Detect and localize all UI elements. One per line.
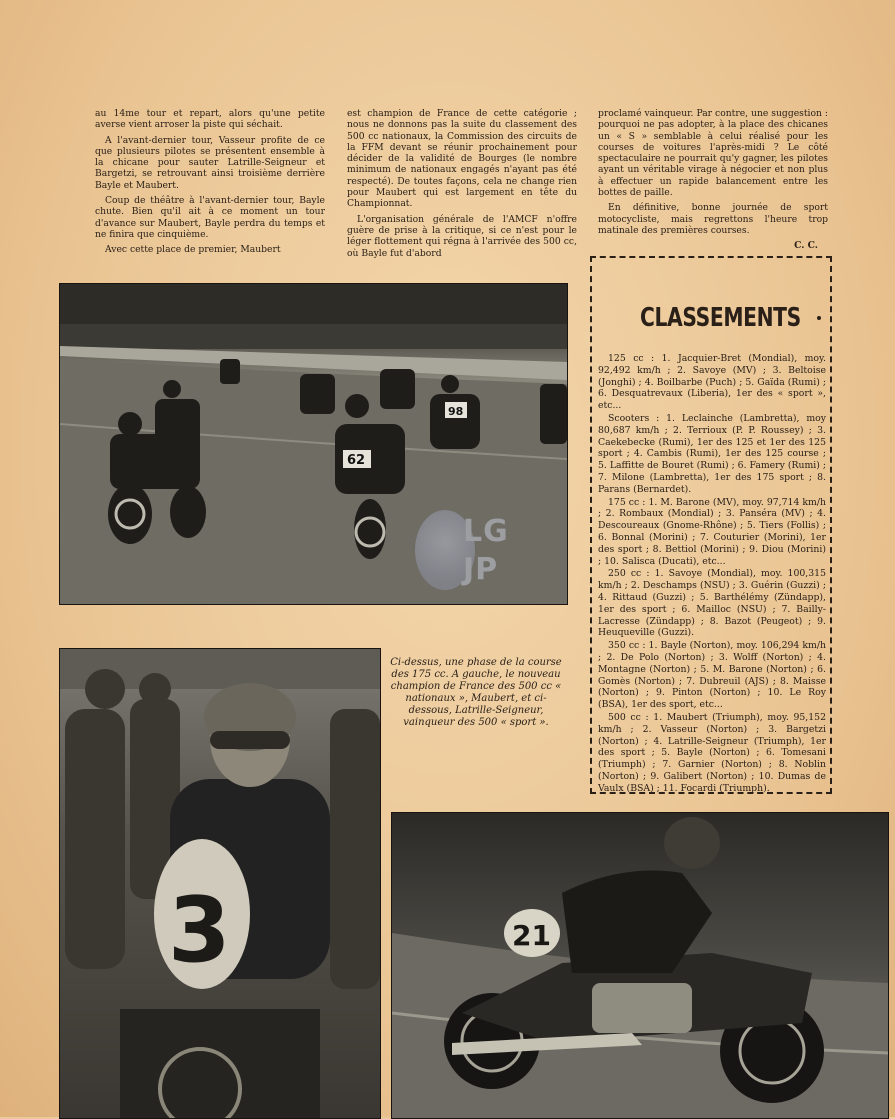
article-paragraph: proclamé vainqueur. Par contre, une suggestion : pourquoi ne pas adopter, à la place des chicanes un « S » semblable à celui réalisé pour les courses de voitures l'après-midi ? Le côté spectaculaire ne pourrait qu'y gagner, les pilotes ayant un véritable virage à négocier et non plus à effectuer un rapide balancement entre les bottes de paille. bbox=[598, 108, 828, 199]
article-paragraph: A l'avant-dernier tour, Vasseur profite de ce que plusieurs pilotes se présentent ensemble à la chicane pour sauter Latrille-Seigneur et Bargetzi, se retrouvant ainsi troisième derrière Bayle et Maubert. bbox=[95, 134, 325, 191]
watermark-text-1: LG bbox=[463, 514, 509, 549]
results-scooters: Scooters : 1. Leclainche (Lambretta), moy 80,687 km/h ; 2. Terrioux (P. P. Roussey) ; 3. Caekebecke (Rumi), 1er des 125 et 1er des 125 sport ; 4. Cambis (Rumi), 1er des 125 course ; 5. Laffitte de Bouret (Rumi) ; 6. Famery (Rumi) ; 7. Milone (Lambretta), 1er des 175 sport ; 8. Parans (Bernardet). bbox=[598, 412, 826, 495]
article-column-2 bbox=[347, 108, 577, 263]
classements-results bbox=[598, 353, 826, 795]
maubert-number: 3 bbox=[168, 878, 231, 983]
results-350cc: 350 cc : 1. Bayle (Norton), moy. 106,294 km/h ; 2. De Polo (Norton) ; 3. Wolff (Norton) ; 4. Montagne (Norton) ; 5. M. Barone (Norton) ; 6. Gomès (Norton) ; 7. Dubreuil (AJS) ; 8. Maisse (Norton) ; 9. Pinton (Norton) ; 10. Le Roy (BSA), 1er des sport, etc... bbox=[598, 640, 826, 711]
classements-title: CLASSEMENTS bbox=[640, 303, 801, 333]
watermark-logo bbox=[415, 510, 535, 605]
watermark-text-2: JP bbox=[463, 552, 499, 587]
results-500cc: 500 cc : 1. Maubert (Triumph), moy. 95,152 km/h ; 2. Vasseur (Norton) ; 3. Bargetzi (Norton) ; 4. Latrille-Seigneur (Triumph), 1er des sport ; 5. Bayle (Norton) ; 6. Tomesani (Triumph) ; 7. Garnier (Norton) ; 8. Noblin (Norton) ; 9. Galibert (Norton) ; 10. Dumas de Vaulx (BSA) ; 11. Focardi (Triumph). bbox=[598, 711, 826, 794]
article-paragraph: Avec cette place de premier, Maubert bbox=[105, 244, 281, 256]
photo-caption: Ci-dessus, une phase de la course des 175 cc. A gauche, le nouveau champion de France des 500 cc « nationaux », Maubert, et ci-dessous, Latrille-Seigneur, vainqueur des 500 « sport ». bbox=[390, 657, 562, 728]
results-175cc: 175 cc : 1. M. Barone (MV), moy. 97,714 km/h ; 2. Rombaux (Mondial) ; 3. Panséra (MV) ; 4. Descoureaux (Gnome-Rhône) ; 5. Tiers (Follis) ; 6. Bonnal (Morini) ; 7. Couturier (Morini), 1er des sport ; 8. Bettiol (Morini) ; 9. Diou (Morini) ; 10. Salisca (Ducati), etc... bbox=[598, 496, 826, 567]
results-250cc: 250 cc : 1. Savoye (Mondial), moy. 100,315 km/h ; 2. Deschamps (NSU) ; 3. Guérin (Guzzi) ; 4. Rittaud (Guzzi) ; 5. Barthélémy (Zündapp), 1er des sport ; 6. Mailloc (NSU) ; 7. Bailly-Lacresse (Zündapp) ; 8. Bazot (Peugeot) ; 9. Heuqueville (Guzzi). bbox=[598, 568, 826, 639]
article-column-1 bbox=[95, 108, 325, 260]
article-column-3 bbox=[598, 108, 828, 256]
title-dot bbox=[817, 316, 821, 320]
article-paragraph: En définitive, bonne journée de sport motocycliste, mais regrettons l'heure trop matinale des premières courses. bbox=[598, 202, 828, 236]
latrille-number: 21 bbox=[512, 919, 551, 952]
photo-latrille-seigneur bbox=[391, 812, 889, 1119]
article-paragraph: au 14me tour et repart, alors qu'une petite averse vient arroser la piste qui séchait. bbox=[95, 108, 325, 131]
race-number-62: 62 bbox=[347, 453, 366, 468]
results-125cc: 125 cc : 1. Jacquier-Bret (Mondial), moy. 92,492 km/h ; 2. Savoye (MV) ; 3. Beltoise (Jonghi) ; 4. Boilbarbe (Puch) ; 5. Gaïda (Rumi) ; 6. Desquatrevaux (Liberia), 1er des « sport », etc... bbox=[598, 353, 826, 412]
article-signature: C. C. bbox=[794, 240, 818, 252]
race-number-98: 98 bbox=[448, 405, 464, 418]
article-paragraph: Coup de théâtre à l'avant-dernier tour, Bayle chute. Bien qu'il ait à ce moment un tour d'avance sur Maubert, Bayle perdra du temps et ne finira que cinquième. bbox=[95, 195, 325, 240]
article-paragraph: est champion de France de cette catégorie ; nous ne donnons pas la suite du classement des 500 cc nationaux, la Commission des circuits de la FFM devant se réunir prochainement pour décider de la validité de Bourges (le nombre minimum de nationaux engagés n'ayant pas été respecté). De toutes façons, cela ne change rien pour Maubert qui est largement en tête du Championnat. bbox=[347, 108, 577, 210]
article-paragraph: L'organisation générale de l'AMCF n'offre guère de prise à la critique, si ce n'est pour le léger flottement qui régna à l'arrivée des 500 cc, où Bayle fut d'abord bbox=[347, 213, 577, 259]
photo-maubert bbox=[59, 648, 381, 1119]
